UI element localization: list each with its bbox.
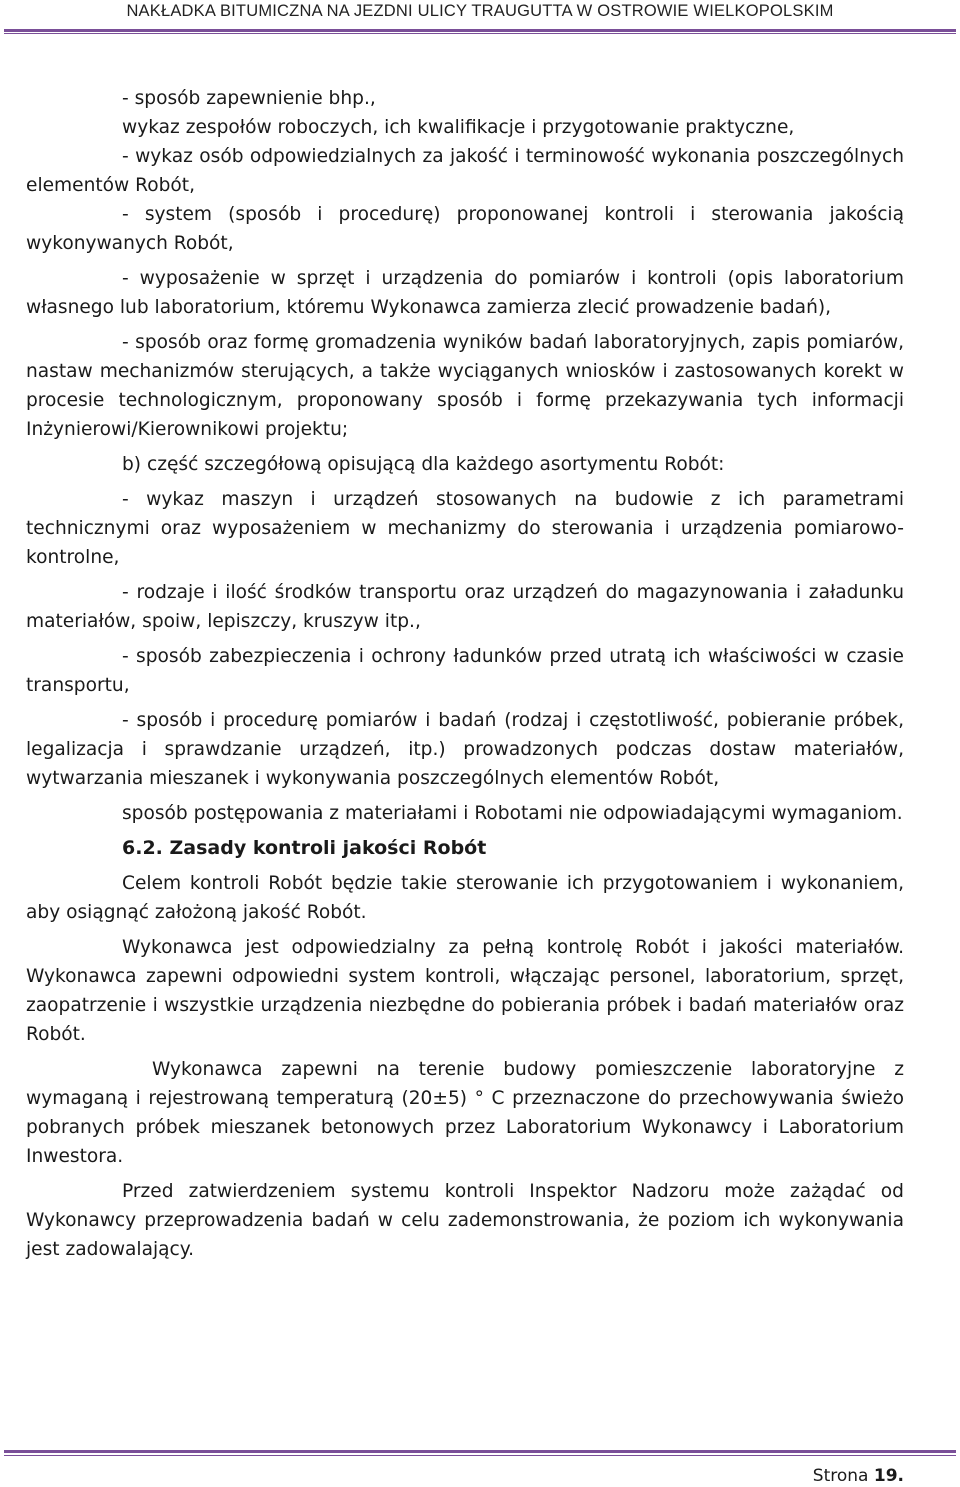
paragraph-inspector: Przed zatwierdzeniem systemu kontroli Inspektor Nadzoru może zażądać od Wykonawcy przeprowadzenia badań w celu zademonstrowania, że poziom ich wykonywania jest zadowalający. — [26, 1181, 904, 1260]
page-value: 19. — [873, 1466, 904, 1486]
paragraph-detailed-part: b) część szczegółową opisującą dla każdego asortymentu Robót: — [122, 454, 725, 475]
paragraph-cargo-protection: - sposób zabezpieczenia i ochrony ładunków przed utratą ich właściwości w czasie transportu, — [26, 646, 904, 696]
header-rule-thin — [4, 33, 956, 34]
paragraph-equipment: - wyposażenie w sprzęt i urządzenia do pomiarów i kontroli (opis laboratorium własnego lub laboratorium, któremu Wykonawca zamierza zlecić prowadzenie badań), — [26, 268, 904, 318]
page-header — [0, 0, 960, 34]
paragraph-laboratory-room: Wykonawca zapewni na terenie budowy pomieszczenie laboratoryjne z wymaganą i rejestrowaną temperaturą (20±5) ° C przeznaczone do przechowywania świeżo pobranych próbek mieszanek betonowych przez Laboratorium Wykonawcy i Laboratorium Inwestora. — [26, 1059, 904, 1167]
paragraph-machines: - wykaz maszyn i urządzeń stosowanych na budowie z ich parametrami technicznymi oraz wyposażeniem w mechanizmy do sterowania i urządzenia pomiarowo-kontrolne, — [26, 489, 904, 568]
page-number — [813, 1466, 904, 1486]
page-label: Strona — [812, 1466, 874, 1486]
paragraph-responsible-persons: - wykaz osób odpowiedzialnych za jakość i terminowość wykonania poszczególnych elementów Robót, — [26, 146, 904, 196]
paragraph-transport: - rodzaje i ilość środków transportu oraz urządzeń do magazynowania i załadunku materiałów, spoiw, lepiszczy, kruszyw itp., — [26, 582, 904, 632]
paragraph-control-purpose: Celem kontroli Robót będzie takie sterowanie ich przygotowaniem i wykonaniem, aby osiągnąć założoną jakość Robót. — [26, 873, 904, 923]
paragraph-measurements: - sposób i procedurę pomiarów i badań (rodzaj i częstotliwość, pobieranie próbek, legalizacja i sprawdzanie urządzeń, itp.) prowadzonych podczas dostaw materiałów, wytwarzania mieszanek i wykonywania poszczególnych elementów Robót, — [26, 710, 904, 789]
document-body — [26, 84, 904, 1270]
header-rule — [4, 29, 956, 32]
paragraph-results-method: - sposób oraz formę gromadzenia wyników badań laboratoryjnych, zapis pomiarów, nastaw mechanizmów sterujących, a także wyciąganych wniosków i zastosowanych korekt w procesie technologicznym, proponowany sposób i formę przekazywania tych informacji Inżynierowi/Kierownikowi projektu; — [26, 332, 904, 440]
paragraph-bhp: - sposób zapewnienie bhp., — [122, 88, 376, 109]
document-title: NAKŁADKA BITUMICZNA NA JEZDNI ULICY TRAUGUTTA W OSTROWIE WIELKOPOLSKIM — [126, 2, 834, 20]
paragraph-control-system: - system (sposób i procedurę) proponowanej kontroli i sterowania jakością wykonywanych Robót, — [26, 204, 904, 254]
section-heading: 6.2. Zasady kontroli jakości Robót — [122, 837, 487, 859]
footer-rule — [4, 1450, 956, 1453]
paragraph-contractor-responsibility: Wykonawca jest odpowiedzialny za pełną kontrolę Robót i jakości materiałów. Wykonawca zapewni odpowiedni system kontroli, włączając personel, laboratorium, sprzęt, zaopatrzenie i wszystkie urządzenia niezbędne do pobierania próbek i badań materiałów oraz Robót. — [26, 937, 904, 1045]
paragraph-nonconforming: sposób postępowania z materiałami i Robotami nie odpowiadającymi wymaganiom. — [122, 803, 903, 824]
paragraph-work-teams: wykaz zespołów roboczych, ich kwalifikacje i przygotowanie praktyczne, — [122, 117, 795, 138]
footer-rule-thin — [4, 1455, 956, 1456]
